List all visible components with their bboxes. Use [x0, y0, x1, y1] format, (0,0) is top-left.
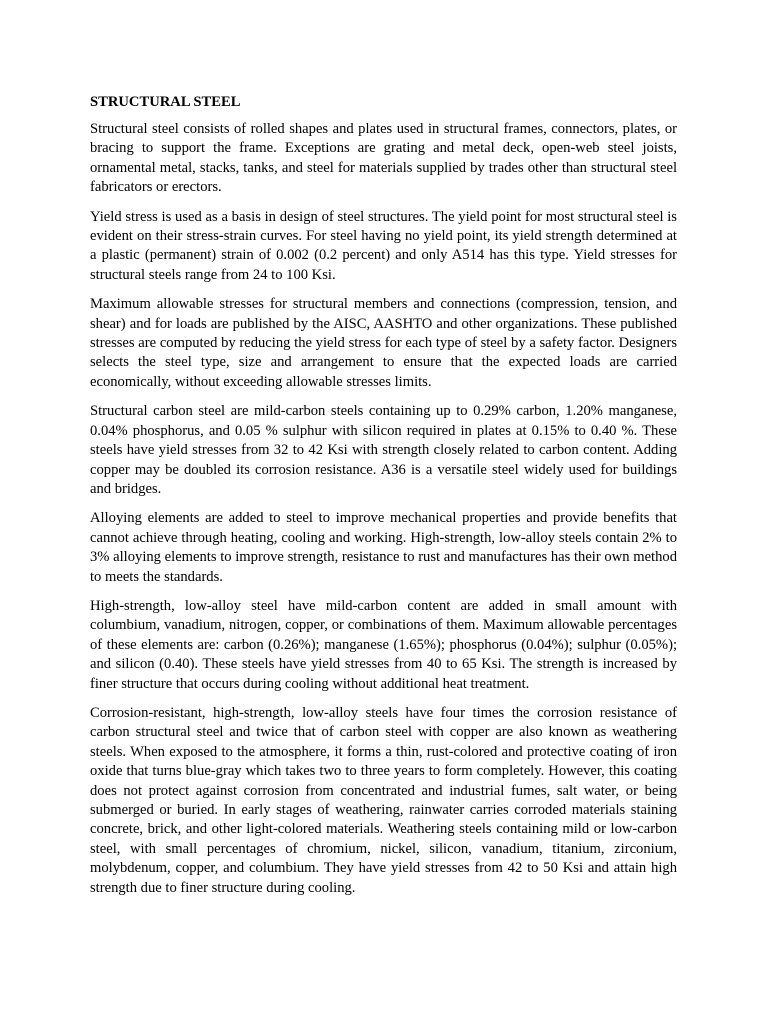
paragraph-yield-stress: Yield stress is used as a basis in design of steel structures. The yield point for most structural steel is evident on their stress-strain curves. For steel having no yield point, its yield strength determined at a plastic (permanent) strain of 0.002 (0.2 percent) and only A514 has this type. Yield stresses for structural steels range from 24 to 100 Ksi. — [90, 208, 677, 283]
paragraph-alloying-elements: Alloying elements are added to steel to improve mechanical properties and provide benefits that cannot achieve through heating, cooling and working. High-strength, low-alloy steels contain 2% to 3% alloying elements to improve strength, resistance to rust and manufactures has their own method to meets the standards. — [90, 510, 677, 585]
paragraph-hsla-steel: High-strength, low-alloy steel have mild-carbon content are added in small amount with columbium, vanadium, nitrogen, copper, or combinations of them. Maximum allowable percentages of these elements are: carbon (0.26%); manganese (1.65%); phosphorus (0.04%); sulphur (0.05%); and silicon (0.40). These steels have yield stresses from 40 to 65 Ksi. The strength is increased by finer structure that occurs during cooling without additional heat treatment. — [90, 597, 677, 692]
document-title: STRUCTURAL STEEL — [90, 94, 241, 110]
paragraph-weathering-steel: Corrosion-resistant, high-strength, low-alloy steels have four times the corrosion resistance of carbon structural steel and twice that of carbon steel with copper are also known as weathering steels. When exposed to the atmosphere, it forms a thin, rust-colored and protective coating of iron oxide that turns blue-gray which takes two to three years to form completely. However, this coating does not protect against corrosion from concentrated and industrial fumes, salt water, or being submerged or buried. In early stages of weathering, rainwater carries corroded materials staining concrete, brick, and other light-colored materials. Weathering steels containing mild or low-carbon steel, with small percentages of chromium, nickel, silicon, vanadium, titanium, zirconium, molybdenum, copper, and columbium. They have yield stresses from 42 to 50 Ksi and attain high strength due to finer structure during cooling. — [90, 704, 677, 896]
document-page — [90, 93, 677, 908]
paragraph-allowable-stresses: Maximum allowable stresses for structural members and connections (compression, tension, and shear) and for loads are published by the AISC, AASHTO and other organizations. These published stresses are computed by reducing the yield stress for each type of steel by a safety factor. Designers selects the steel type, size and arrangement to ensure that the expected loads are carried economically, without exceeding allowable stresses limits. — [90, 296, 677, 390]
paragraph-definition: Structural steel consists of rolled shapes and plates used in structural frames, connectors, plates, or bracing to support the frame. Exceptions are grating and metal deck, open-web steel joists, ornamental metal, stacks, tanks, and steel for materials supplied by trades other than structural steel fabricators or erectors. — [90, 121, 677, 196]
paragraph-carbon-steel: Structural carbon steel are mild-carbon steels containing up to 0.29% carbon, 1.20% manganese, 0.04% phosphorus, and 0.05 % sulphur with silicon required in plates at 0.15% to 0.40 %. These steels have yield stresses from 32 to 42 Ksi with strength closely related to carbon content. Adding copper may be doubled its corrosion resistance. A36 is a versatile steel widely used for buildings and bridges. — [90, 403, 677, 497]
